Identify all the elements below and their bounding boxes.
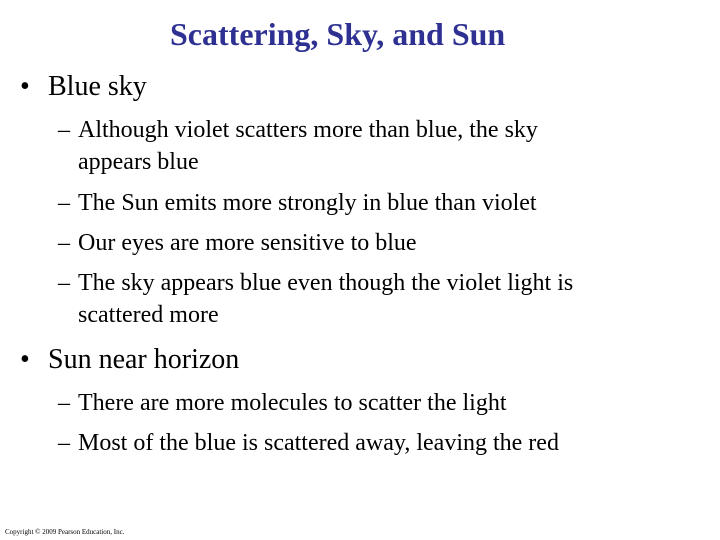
sub-bullet bbox=[58, 387, 698, 419]
dash-marker: – bbox=[58, 230, 70, 256]
bullet-label: Blue sky bbox=[48, 71, 147, 102]
slide-title: Scattering, Sky, and Sun bbox=[170, 16, 506, 52]
dash-marker: – bbox=[58, 270, 70, 296]
sub-bullet bbox=[58, 187, 698, 219]
sub-bullet bbox=[58, 114, 698, 178]
copyright-notice: Copyright © 2009 Pearson Education, Inc. bbox=[5, 528, 125, 536]
bullet-dot: • bbox=[20, 344, 30, 375]
sub-bullet-text: The sky appears blue even though the violet light is bbox=[78, 270, 574, 296]
sub-bullet-text: There are more molecules to scatter the light bbox=[78, 390, 507, 416]
dash-marker: – bbox=[58, 117, 70, 143]
bullet-dot: • bbox=[20, 71, 30, 102]
sub-bullet-text: Most of the blue is scattered away, leaving the red bbox=[78, 430, 559, 456]
sub-bullet-text: Although violet scatters more than blue, the sky bbox=[78, 117, 538, 143]
sub-bullet-continuation: appears blue bbox=[78, 149, 199, 175]
sub-bullet bbox=[58, 227, 698, 259]
bullet-label: Sun near horizon bbox=[48, 344, 240, 375]
bullet-blue-sky bbox=[20, 70, 147, 104]
sub-bullet-text: Our eyes are more sensitive to blue bbox=[78, 230, 417, 256]
sub-bullet-text: The Sun emits more strongly in blue than violet bbox=[78, 190, 537, 216]
bullet-sun-near-horizon bbox=[20, 343, 239, 377]
dash-marker: – bbox=[58, 390, 70, 416]
sub-bullet bbox=[58, 427, 698, 459]
sub-bullet bbox=[58, 267, 698, 331]
dash-marker: – bbox=[58, 190, 70, 216]
dash-marker: – bbox=[58, 430, 70, 456]
sub-bullet-continuation: scattered more bbox=[78, 302, 219, 328]
